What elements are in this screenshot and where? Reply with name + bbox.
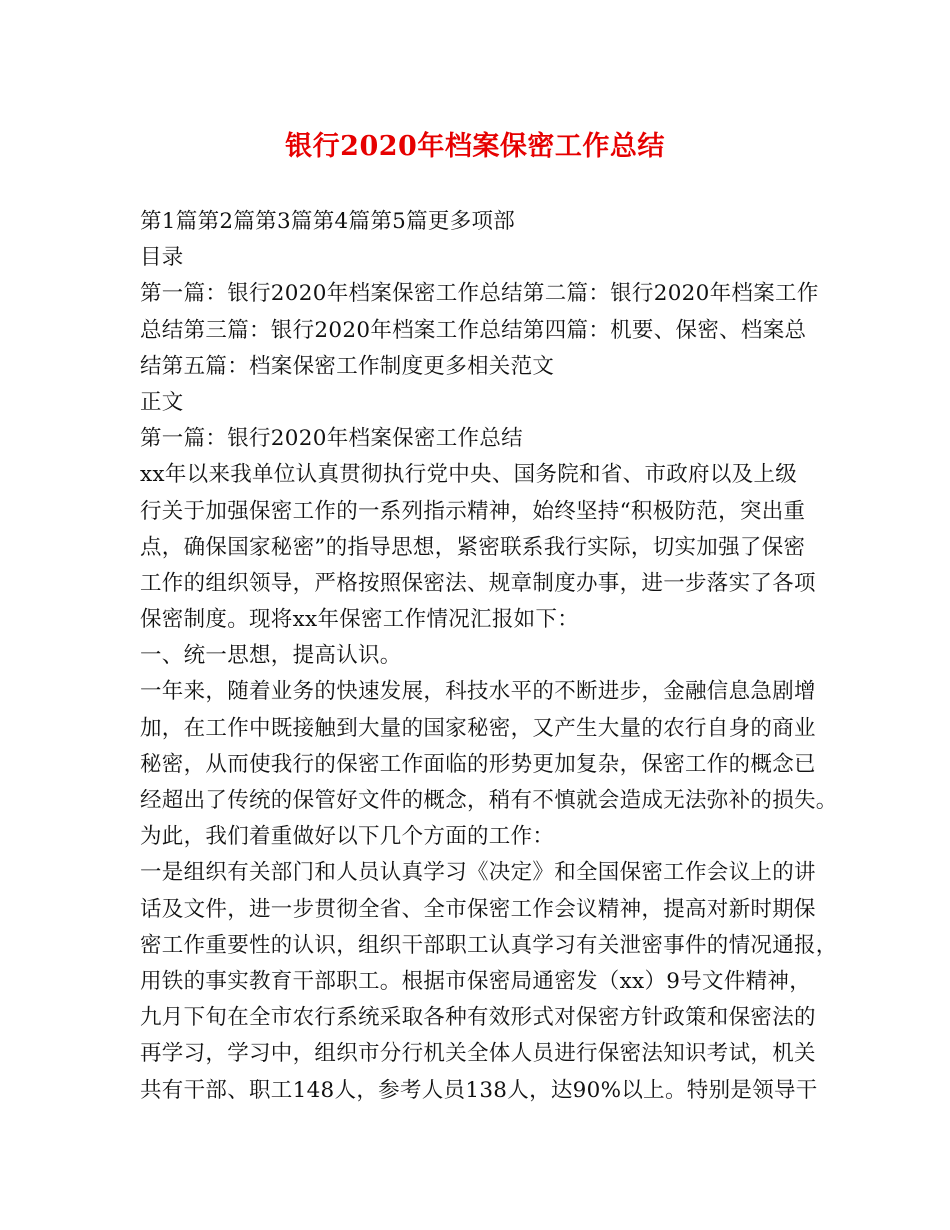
toc-text-line: 总结第三篇：银行2020年档案工作总结第四篇：机要、保密、档案总: [140, 317, 807, 343]
paragraph-line: 一是组织有关部门和人员认真学习《决定》和全国保密工作会议上的讲: [140, 860, 816, 886]
paragraph-line: 密工作重要性的认识，组织干部职工认真学习有关泄密事件的情况通报，: [140, 932, 838, 958]
paragraph-line: 再学习，学习中，组织市分行机关全体人员进行保密法知识考试，机关: [140, 1041, 816, 1067]
paragraph-line: 点，确保国家秘密”的指导思想，紧密联系我行实际，切实加强了保密: [140, 534, 806, 560]
paragraph-line: 话及文件，进一步贯彻全省、全市保密工作会议精神，提高对新时期保: [140, 896, 816, 922]
chapter-heading: 第一篇：银行2020年档案保密工作总结: [140, 426, 523, 452]
toc-text-line: 第一篇：银行2020年档案保密工作总结第二篇：银行2020年档案工作: [140, 281, 819, 307]
paragraph-line: 秘密，从而使我行的保密工作面临的形势更加复杂，保密工作的概念已: [140, 751, 816, 777]
main-text-heading: 正文: [140, 389, 184, 415]
paragraph-line: 九月下旬在全市农行系统采取各种有效形式对保密方针政策和保密法的: [140, 1005, 816, 1031]
toc-chapter-links: 第1篇第2篇第3篇第4篇第5篇更多项部: [140, 209, 516, 234]
document-body: [140, 204, 838, 1109]
section-heading: 一、统一思想，提高认识。: [140, 643, 402, 669]
paragraph-line: 一年来，随着业务的快速发展，科技水平的不断进步，金融信息急剧增: [140, 679, 816, 705]
paragraph-line: 行关于加强保密工作的一系列指示精神，始终坚持“积极防范，突出重: [140, 498, 806, 524]
paragraph-line: xx年以来我单位认真贯彻执行党中央、国务院和省、市政府以及上级: [140, 462, 798, 488]
paragraph-line: 用铁的事实教育干部职工。根据市保密局通密发（xx）9号文件精神，: [140, 968, 812, 994]
paragraph-line: 经超出了传统的保管好文件的概念，稍有不慎就会造成无法弥补的损失。: [140, 788, 838, 813]
paragraph-line: 保密制度。现将xx年保密工作情况汇报如下：: [140, 607, 580, 633]
paragraph-line: 加，在工作中既接触到大量的国家秘密，又产生大量的农行自身的商业: [140, 715, 816, 741]
paragraph-line: 工作的组织领导，严格按照保密法、规章制度办事，进一步落实了各项: [140, 570, 816, 596]
paragraph-line: 共有干部、职工148人，参考人员138人，达90%以上。特别是领导干: [140, 1077, 818, 1103]
toc-heading: 目录: [140, 245, 184, 271]
document-title: 银行2020年档案保密工作总结: [285, 131, 665, 162]
paragraph-line: 为此，我们着重做好以下几个方面的工作：: [140, 824, 555, 850]
toc-text-line: 结第五篇：档案保密工作制度更多相关范文: [140, 353, 555, 379]
